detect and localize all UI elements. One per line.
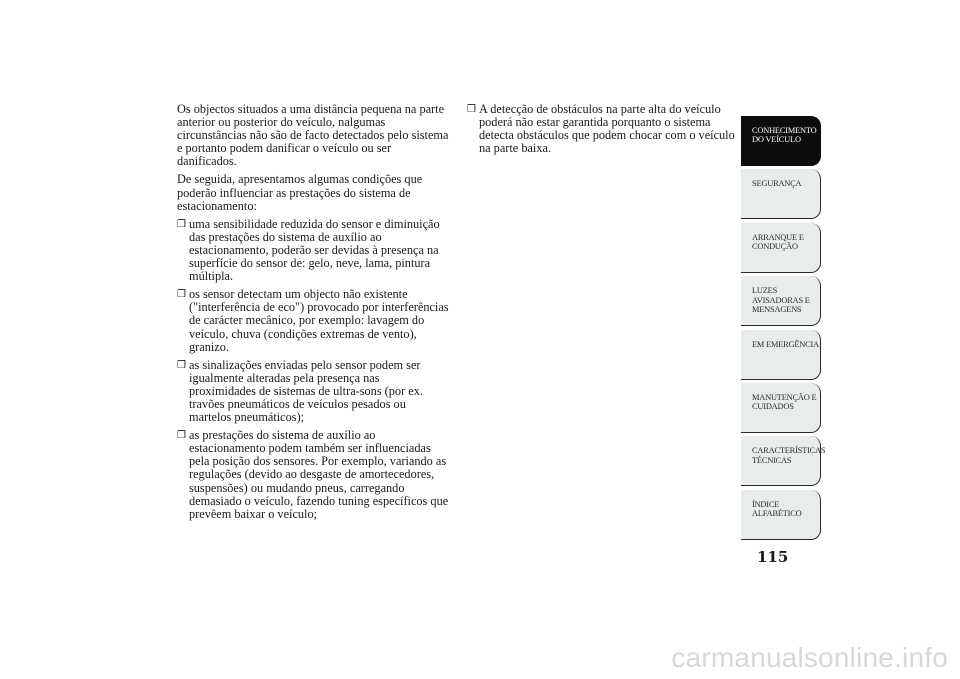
- bullet-text: as sinalizações enviadas pelo sensor podem ser igualmente alteradas pela presença nas proximidades de sistemas de ultra-sons (por ex. travões pneumáticos de veículos pesados ou martelos pneumáticos);: [189, 357, 423, 425]
- bullet-text: os sensor detectam um objecto não existente ("interferência de eco") provocado por interferências de carácter mecânico, por exemplo: lavagem do veículo, chuva (condições extremas de vento), granizo.: [189, 287, 449, 354]
- tab-luzes-avisadoras[interactable]: LUZES AVISADORAS E MENSAGENS: [741, 276, 821, 326]
- tab-em-emergencia[interactable]: EM EMERGÊNCIA: [741, 330, 821, 380]
- tab-seguranca[interactable]: SEGURANÇA: [741, 169, 821, 219]
- left-column: [177, 103, 449, 526]
- checkbox-bullet-icon: ❒: [177, 218, 186, 230]
- section-tabs: [741, 116, 826, 543]
- bullet-item: [177, 288, 449, 353]
- page-number: 115: [757, 548, 789, 566]
- checkbox-bullet-icon: ❒: [467, 104, 476, 115]
- lead-paragraph: De seguida, apresentamos algumas condições que poderão influenciar as prestações do sistema de estacionamento:: [177, 172, 423, 213]
- tab-caracteristicas-tecnicas[interactable]: CARACTERÍSTICAS TÉCNICAS: [741, 436, 821, 486]
- checkbox-bullet-icon: ❒: [177, 359, 186, 371]
- intro-paragraph: Os objectos situados a uma distância pequena na parte anterior ou posterior do veículo, nalgumas circunstâncias não são de facto detectados pelo sistema e portanto podem danificar o veículo ou ser danificados.: [177, 102, 449, 169]
- watermark: carmanualsonline.info: [671, 642, 948, 673]
- bullet-text: uma sensibilidade reduzida do sensor e diminuição das prestações do sistema de auxílio ao estacionamento, poderão ser devidas à presença na superfície do sensor de: gelo, neve, lama, pintura múltipla.: [189, 216, 440, 284]
- bullet-item: [177, 429, 449, 521]
- bullet-text: A detecção de obstáculos na parte alta do veículo poderá não estar garantida porquanto o sistema detecta obstáculos que podem chocar com o veículo na parte baixa.: [479, 102, 735, 156]
- bullet-item: [177, 218, 449, 283]
- tab-manutencao-e-cuidados[interactable]: MANUTENÇÃO E CUIDADOS: [741, 383, 821, 433]
- tab-arranque-e-conducao[interactable]: ARRANQUE E CONDUÇÃO: [741, 223, 821, 273]
- bullet-item: [467, 103, 737, 155]
- tab-conhecimento-do-veiculo[interactable]: CONHECIMENTO DO VEÍCULO: [741, 116, 821, 166]
- bullet-text: as prestações do sistema de auxílio ao estacionamento podem também ser influenciadas pela posição dos sensores. Por exemplo, variando as regulações (devido ao desgaste de amortecedores, suspensões) ou mudando pneus, carregando demasiado o veículo, fazendo tuning específicos que prevêem baixar o veículo;: [189, 428, 449, 521]
- tab-indice-alfabetico[interactable]: ÍNDICE ALFABÉTICO: [741, 490, 821, 540]
- checkbox-bullet-icon: ❒: [177, 289, 186, 301]
- checkbox-bullet-icon: ❒: [177, 430, 186, 442]
- bullet-item: [177, 359, 449, 424]
- right-column: [467, 103, 737, 160]
